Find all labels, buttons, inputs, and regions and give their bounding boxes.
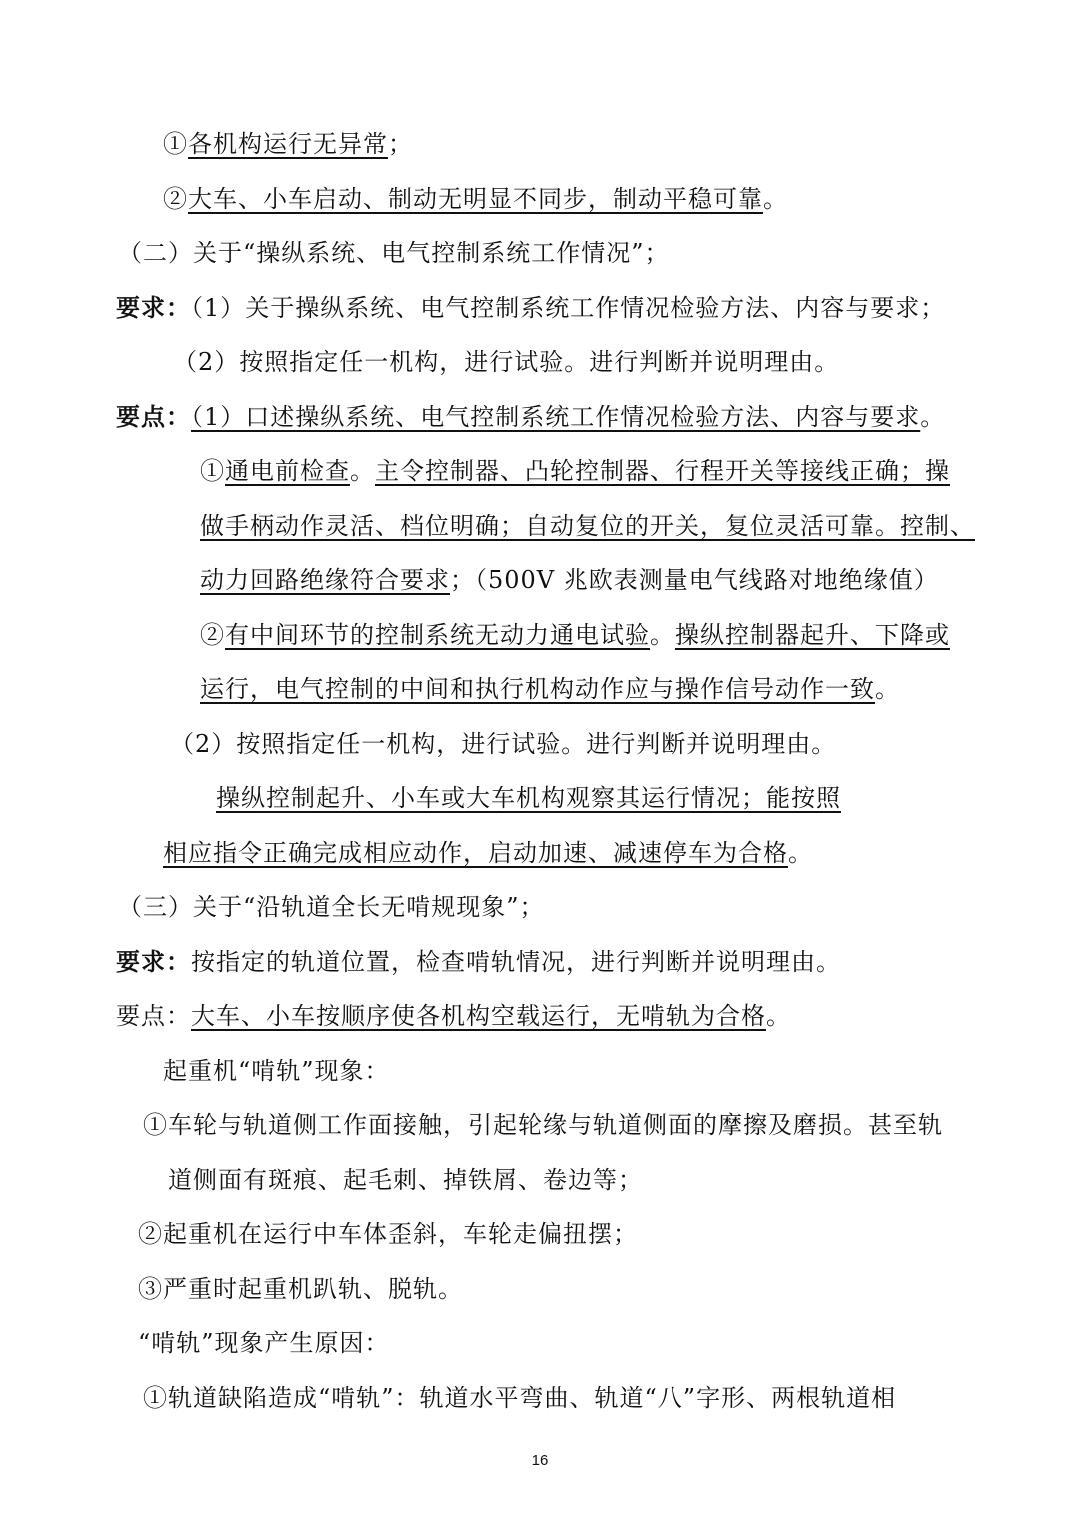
requirement-line-3: 要求：按指定的轨道位置，检查啃轨情况，进行判断并说明理由。 (116, 947, 841, 976)
requirement-line: 要求：（1）关于操纵系统、电气控制系统工作情况检验方法、内容与要求； (116, 293, 946, 322)
section-heading-3: （三）关于“沿轨道全长无啃规现象”； (118, 893, 545, 921)
line-12: （2）按照指定任一机构，进行试验。进行判断并说明理由。 (170, 730, 837, 758)
page-number: 16 (531, 1452, 549, 1469)
line-19: ①车轮与轨道侧工作面接触，引起轮缘与轨道侧面的摩擦及磨损。甚至轨 (143, 1111, 943, 1139)
line-10: ②有中间环节的控制系统无动力通电试验。操纵控制器起升、下降或 (200, 621, 950, 649)
line-23: “啃轨”现象产生原因： (138, 1329, 390, 1357)
line-8: 做手柄动作灵活、档位明确；自动复位的开关，复位灵活可靠。控制、 (200, 512, 975, 540)
line-14: 相应指令正确完成相应动作，启动加速、减速停车为合格。 (163, 839, 813, 867)
line-11: 运行，电气控制的中间和执行机构动作应与操作信号动作一致。 (200, 675, 900, 703)
line-7: ①通电前检查。主令控制器、凸轮控制器、行程开关等接线正确；操 (200, 457, 950, 485)
line-2: ②大车、小车启动、制动无明显不同步，制动平稳可靠。 (163, 185, 788, 213)
line-21: ②起重机在运行中车体歪斜，车轮走偏扭摆； (138, 1220, 638, 1248)
key-points-label: 要点： (116, 402, 191, 431)
line-22: ③严重时起重机趴轨、脱轨。 (138, 1275, 463, 1303)
requirement-label: 要求： (116, 293, 191, 322)
line-1: ①各机构运行无异常； (163, 130, 413, 158)
requirement-label: 要求： (116, 947, 191, 976)
line-9: 动力回路绝缘符合要求；（500V 兆欧表测量电气线路对地绝缘值） (200, 566, 939, 594)
line-20: 道侧面有斑痕、起毛刺、掉铁屑、卷边等； (168, 1166, 643, 1194)
key-points-label: 要点： (116, 1002, 191, 1030)
line-18: 起重机“啃轨”现象： (163, 1057, 390, 1085)
section-heading-2: （二）关于“操纵系统、电气控制系统工作情况”； (118, 239, 670, 267)
key-points-line-3: 要点：大车、小车按顺序使各机构空载运行，无啃轨为合格。 (116, 1002, 791, 1030)
line-13: 操纵控制起升、小车或大车机构观察其运行情况；能按照 (216, 784, 841, 812)
line-24: ①轨道缺陷造成“啃轨”：轨道水平弯曲、轨道“八”字形、两根轨道相 (143, 1384, 897, 1412)
line-5: （2）按照指定任一机构，进行试验。进行判断并说明理由。 (173, 348, 840, 376)
key-points-line: 要点：（1）口述操纵系统、电气控制系统工作情况检验方法、内容与要求。 (116, 402, 946, 431)
